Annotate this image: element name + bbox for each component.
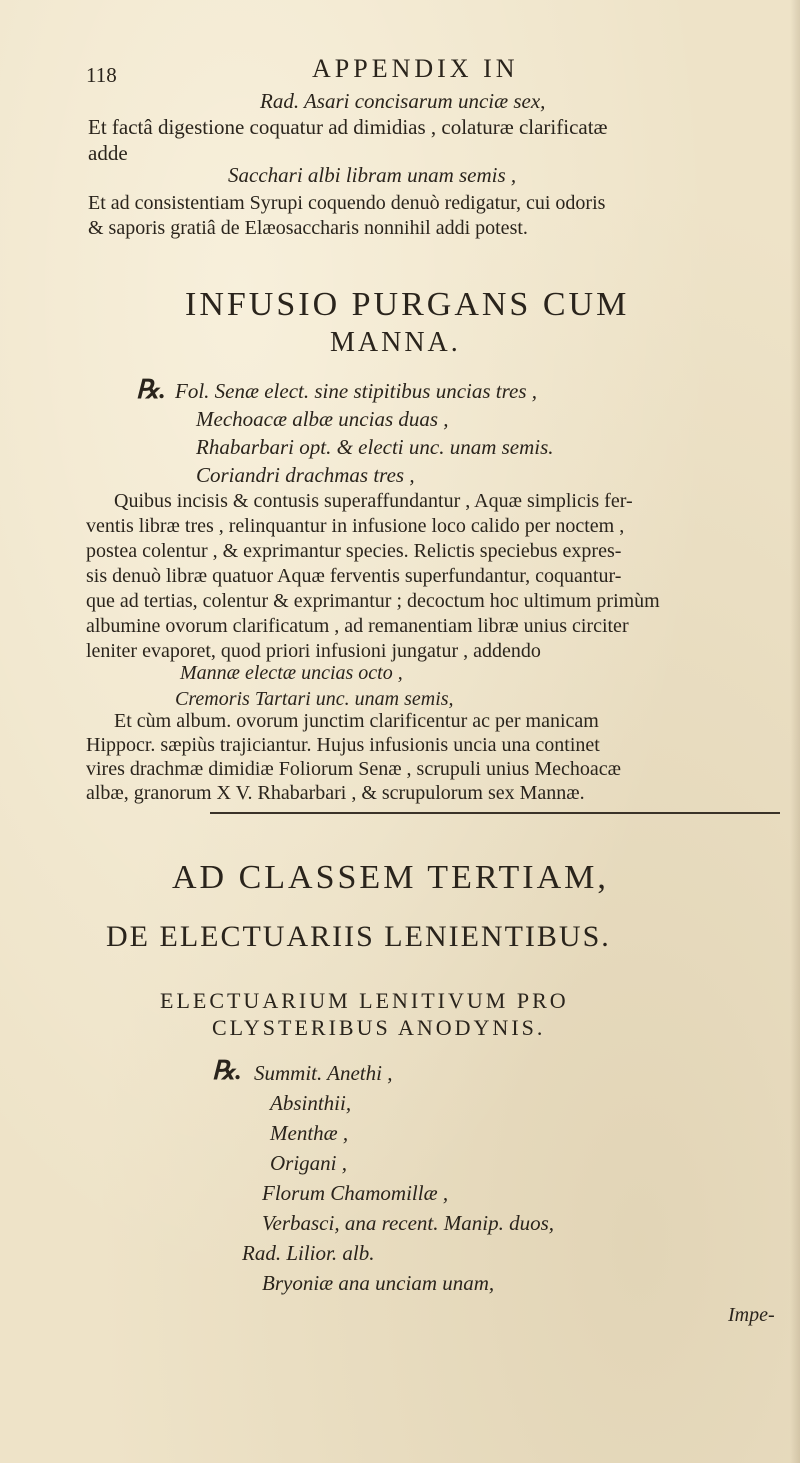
text-line: Rad. Asari concisarum unciæ sex, — [260, 89, 546, 113]
ingredient-line: Rad. Lilior. alb. — [242, 1241, 375, 1265]
text-line: albæ, granorum X V. Rhabarbari , & scrupulorum sex Mannæ. — [86, 782, 585, 804]
recipe-title-cont: CLYSTERIBUS ANODYNIS. — [212, 1015, 546, 1040]
text-line: & saporis gratiâ de Elæosaccharis nonnihil addi potest. — [88, 217, 528, 239]
text-line: adde — [88, 141, 128, 165]
catchword: Impe- — [728, 1304, 775, 1326]
ingredient-line: Florum Chamomillæ , — [262, 1181, 449, 1205]
ingredient-line: Bryoniæ ana unciam unam, — [262, 1271, 495, 1295]
ingredient-line: Rhabarbari opt. & electi unc. unam semis. — [196, 435, 554, 459]
text-line: leniter evaporet, quod priori infusioni jungatur , addendo — [86, 640, 541, 662]
running-head: APPENDIX IN — [312, 54, 519, 83]
text-line: Mannæ electæ uncias octo , — [180, 662, 403, 684]
ingredient-line: Menthæ , — [270, 1121, 349, 1145]
text-line: postea colentur , & exprimantur species. Relictis speciebus expres- — [86, 540, 622, 562]
ingredient-line: Mechoacæ albæ uncias duas , — [196, 407, 449, 431]
text-line: sis denuò libræ quatuor Aquæ ferventis superfundantur, coquantur- — [86, 565, 622, 587]
text-line: Et factâ digestione coquatur ad dimidias , colaturæ clarificatæ — [88, 115, 608, 139]
text-line: vires drachmæ dimidiæ Foliorum Senæ , scrupuli unius Mechoacæ — [86, 758, 621, 780]
page-number: 118 — [86, 63, 117, 87]
section-heading: AD CLASSEM TERTIAM, — [172, 859, 609, 896]
section-subheading: MANNA. — [330, 327, 461, 358]
ingredient-line: Coriandri drachmas tres , — [196, 463, 415, 487]
text-line: Sacchari albi libram unam semis , — [228, 163, 517, 187]
recipe-symbol: ℞. — [212, 1056, 242, 1085]
text-line: Et cùm album. ovorum junctim clarificentur ac per manicam — [114, 710, 599, 732]
text-line: que ad tertias, colentur & exprimantur ; decoctum hoc ultimum primùm — [86, 590, 660, 612]
recipe-title: ELECTUARIUM LENITIVUM PRO — [160, 988, 569, 1013]
text-line: Et ad consistentiam Syrupi coquendo denuò redigatur, cui odoris — [88, 192, 606, 214]
section-subheading: DE ELECTUARIIS LENIENTIBUS. — [106, 920, 611, 953]
ingredient-line: Absinthii, — [270, 1091, 352, 1115]
text-line: albumine ovorum clarificatum , ad remanentiam libræ unius circiter — [86, 615, 629, 637]
page-edge-shadow — [790, 0, 800, 1463]
text-line: Cremoris Tartari unc. unam semis, — [175, 688, 454, 710]
section-divider — [210, 812, 780, 814]
ingredient-line: Fol. Senæ elect. sine stipitibus uncias tres , — [175, 379, 538, 403]
recipe-symbol: ℞. — [136, 375, 166, 404]
ingredient-line: Summit. Anethi , — [254, 1061, 393, 1085]
text-line: Quibus incisis & contusis superaffundantur , Aquæ simplicis fer- — [114, 490, 633, 512]
text-line: Hippocr. sæpiùs trajiciantur. Hujus infusionis uncia una continet — [86, 734, 600, 756]
ingredient-line: Origani , — [270, 1151, 348, 1175]
section-heading: INFUSIO PURGANS CUM — [185, 286, 630, 323]
text-line: ventis libræ tres , relinquantur in infusione loco calido per noctem , — [86, 515, 625, 537]
ingredient-line: Verbasci, ana recent. Manip. duos, — [262, 1211, 555, 1235]
